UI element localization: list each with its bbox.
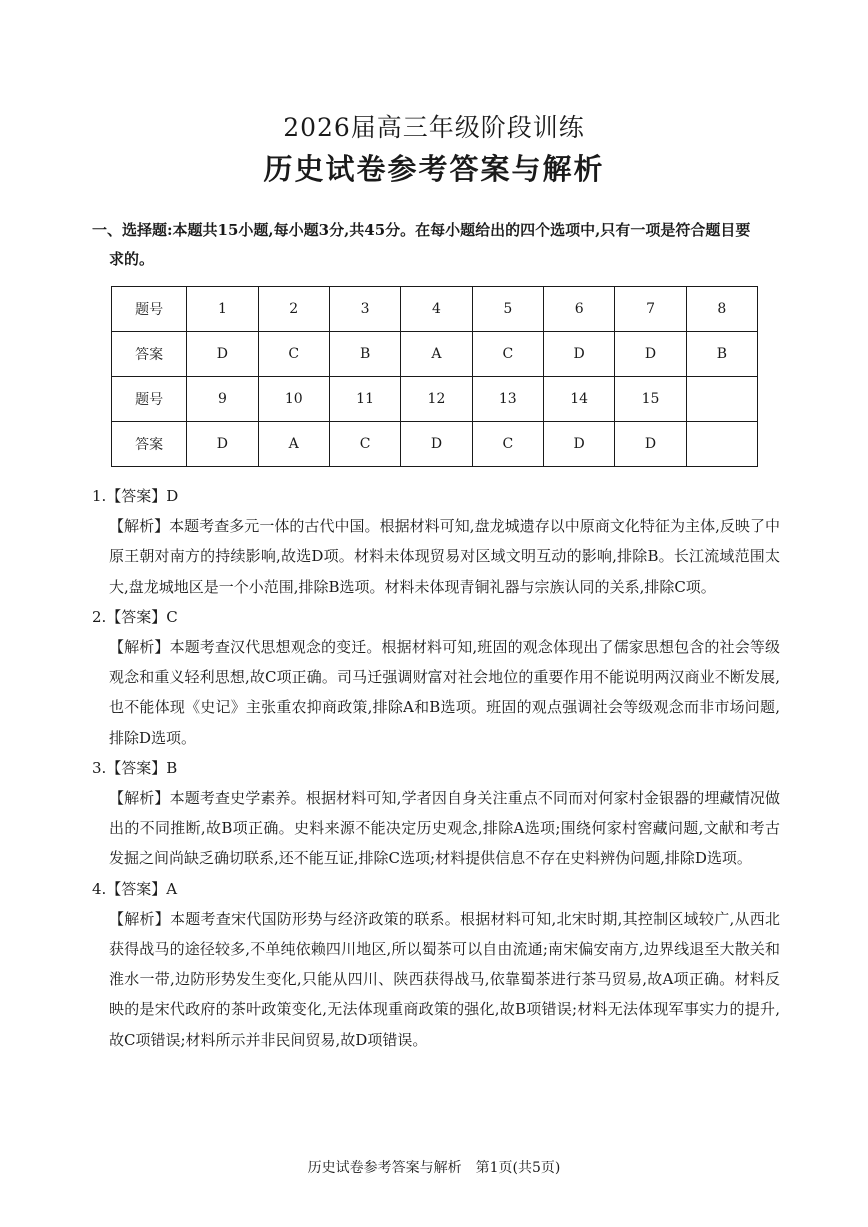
table-cell: D xyxy=(401,422,472,467)
table-cell: 13 xyxy=(472,377,543,422)
table-cell: 6 xyxy=(543,287,614,332)
table-cell: 题号 xyxy=(112,377,187,422)
analysis-paragraph: 【解析】本题考查史学素养。根据材料可知,学者因自身关注重点不同而对何家村金银器的埋藏情况做出的不同推断,故B项正确。史料来源不能决定历史观念,排除A选项;围绕何家村窖藏问题,文献和考古发掘之间尚缺乏确切联系,还不能互证,排除C选项;材料提供信息不存在史料辨伪问题,排除D选项。 xyxy=(109,789,780,868)
table-row xyxy=(112,287,758,332)
table-cell: 1 xyxy=(187,287,258,332)
answer-table xyxy=(111,286,758,467)
table-cell: 4 xyxy=(401,287,472,332)
explanations-section xyxy=(92,481,780,1055)
table-cell: B xyxy=(686,332,757,377)
table-cell: D xyxy=(615,332,686,377)
table-row xyxy=(112,377,758,422)
table-cell: D xyxy=(543,422,614,467)
table-cell: D xyxy=(187,422,258,467)
table-cell: C xyxy=(472,332,543,377)
table-cell: 14 xyxy=(543,377,614,422)
table-cell: D xyxy=(615,422,686,467)
exam-title: 2026届高三年级阶段训练 xyxy=(283,113,585,142)
table-cell: 5 xyxy=(472,287,543,332)
exam-subtitle: 历史试卷参考答案与解析 xyxy=(263,152,605,186)
table-cell: C xyxy=(258,332,329,377)
table-cell: 11 xyxy=(329,377,400,422)
explanation-item xyxy=(92,753,780,874)
section-instruction xyxy=(92,216,792,274)
analysis-paragraph: 【解析】本题考查多元一体的古代中国。根据材料可知,盘龙城遗存以中原商文化特征为主体,反映了中原王朝对南方的持续影响,故选D项。材料未体现贸易对区域文明互动的影响,排除B。长江流域范围太大,盘龙城地区是一个小范围,排除B选项。材料未体现青铜礼器与宗族认同的关系,排除C项。 xyxy=(109,517,780,596)
table-cell: 3 xyxy=(329,287,400,332)
analysis-paragraph: 【解析】本题考查宋代国防形势与经济政策的联系。根据材料可知,北宋时期,其控制区域较广,从西北获得战马的途径较多,不单纯依赖四川地区,所以蜀茶可以自由流通;南宋偏安南方,边界线退至大散关和淮水一带,边防形势发生变化,只能从四川、陕西获得战马,依靠蜀茶进行茶马贸易,故A项正确。材料反映的是宋代政府的茶叶政策变化,无法体现重商政策的强化,故B项错误;材料无法体现军事实力的提升,故C项错误;材料所示并非民间贸易,故D项错误。 xyxy=(109,909,780,1049)
instruction-line-2: 求的。 xyxy=(109,250,155,268)
table-row xyxy=(112,422,758,467)
table-cell: C xyxy=(329,422,400,467)
table-cell: 9 xyxy=(187,377,258,422)
table-cell: D xyxy=(543,332,614,377)
analysis-paragraph: 【解析】本题考查汉代思想观念的变迁。根据材料可知,班固的观念体现出了儒家思想包含的社会等级观念和重义轻利思想,故C项正确。司马迁强调财富对社会地位的重要作用不能说明两汉商业不断发展,也不能体现《史记》主张重农抑商政策,排除A和B选项。班固的观点强调社会等级观念而非市场问题,排除D选项。 xyxy=(109,638,780,747)
explanation-item xyxy=(92,874,780,1055)
table-cell: A xyxy=(258,422,329,467)
answer-heading: 1.【答案】D xyxy=(92,487,179,505)
table-cell xyxy=(686,377,757,422)
explanation-item xyxy=(92,481,780,602)
table-cell: A xyxy=(401,332,472,377)
table-cell: 10 xyxy=(258,377,329,422)
page-footer: 历史试卷参考答案与解析 第1页(共5页) xyxy=(307,1160,561,1176)
answer-heading: 3.【答案】B xyxy=(92,758,178,777)
table-cell xyxy=(686,422,757,467)
table-cell: 题号 xyxy=(112,287,187,332)
table-cell: 答案 xyxy=(112,332,187,377)
table-cell: 12 xyxy=(401,377,472,422)
answer-heading: 2.【答案】C xyxy=(92,607,178,626)
answer-heading: 4.【答案】A xyxy=(92,879,178,898)
table-cell: 2 xyxy=(258,287,329,332)
table-cell: C xyxy=(472,422,543,467)
explanation-item xyxy=(92,602,780,753)
table-cell: D xyxy=(187,332,258,377)
table-row xyxy=(112,332,758,377)
table-cell: 答案 xyxy=(112,422,187,467)
table-cell: 15 xyxy=(615,377,686,422)
table-cell: B xyxy=(329,332,400,377)
table-cell: 8 xyxy=(686,287,757,332)
table-cell: 7 xyxy=(615,287,686,332)
instruction-line-1: 一、选择题:本题共15小题,每小题3分,共45分。在每小题给出的四个选项中,只有一项是符合题目要 xyxy=(92,221,751,239)
